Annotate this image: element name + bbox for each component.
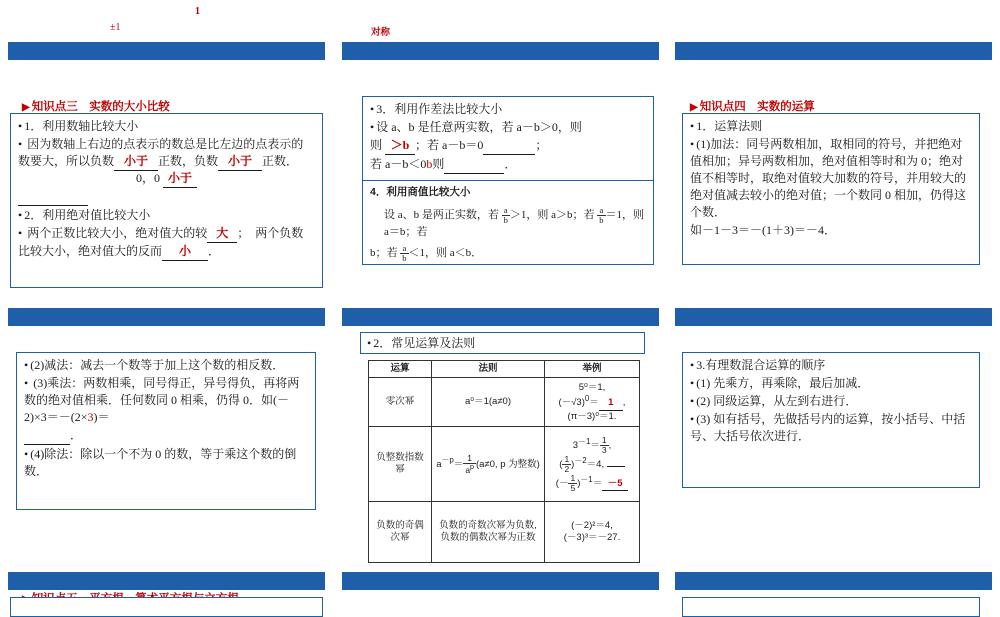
slide2-panel-top: [362, 96, 654, 181]
slide1-underline-row: [18, 188, 315, 206]
row2-rule: $a^{-p}=$ $\frac{1}{a^p}$ (a≠0, p 为整数): [432, 427, 545, 502]
slide1-blank5: 小: [162, 243, 208, 261]
table-header-row: [369, 361, 640, 378]
slide4-line2: • (3)乘法：两数相乘，同号得正，异号得负，再将两数的绝对值相乘．任何数同 0 相乘，仍得 0．如(－2)×3＝－(2×3)＝: [24, 375, 308, 426]
slide4-line3: • (4)除法：除以一个不为 0 的数，等于乘这个数的倒数．: [24, 446, 308, 480]
slide2-frac-2: $\frac{a}{b}$: [599, 204, 604, 225]
triangle-bullet-icon-2: ▶: [690, 102, 698, 113]
slide9-panel: [682, 597, 980, 617]
slide-bar-row3-col3: [675, 572, 992, 590]
row3-example: (－2)²＝4, (－3)³＝－27.: [545, 502, 640, 563]
slide6-line2: • (1) 先乘方，再乘除，最后加减．: [690, 375, 972, 392]
slide1-blank4: 大: [207, 225, 237, 243]
top-fragment-col2-word: 对称: [371, 27, 391, 38]
slide6-panel: [682, 352, 980, 488]
slide1-body-panel: [10, 113, 323, 288]
slide2-frac-1: $\frac{a}{b}$: [503, 204, 508, 225]
row1-example-blank: 1: [599, 397, 623, 410]
row2-frac: $\frac{1}{a^p}$: [465, 453, 474, 475]
slide1-blank3: 小于: [218, 153, 262, 171]
table-header-rule: 法则: [432, 361, 545, 378]
slide2-body-cont: b；若 $\frac{a}{b}$ ＜1，则 a＜b．: [370, 243, 483, 264]
slide1-blank2: 小于: [163, 170, 197, 188]
table-header-op: 运算: [369, 361, 432, 378]
slide-bar-row2-col1: [8, 308, 325, 326]
row3-op: 负数的奇偶次幂: [369, 502, 432, 563]
slide6-line3: • (2) 同级运算，从左到右进行．: [690, 393, 972, 410]
table-row: [369, 427, 640, 502]
row2-example-blank2: －5: [602, 478, 628, 491]
row1-rule: a⁰＝1(a≠0): [432, 378, 545, 427]
slide7-panel: [10, 597, 323, 617]
slide-bar-row1-col1: [8, 42, 325, 60]
row2-example: $3^{-1}=$ $\frac{1}{3}$ , ( $\frac{1}{2}$ )$^{-2}$＝4, (－ $\frac{1}{5}$ )$^{-1}$＝ －5: [545, 427, 640, 502]
slide4-blank-row: ．: [24, 427, 308, 445]
slide5-table-wrap: [368, 360, 640, 563]
slide3-heading: ▶ 知识点四 实数的运算: [690, 101, 815, 113]
row1-example: 5⁰＝1, $(-√3)^0= 1$ , (π－3)⁰＝1.: [545, 378, 640, 427]
row2-example-blank: [607, 466, 625, 467]
slide2-line3: 则 ＞b ；若 a－b＝0 ；: [370, 137, 646, 155]
slide6-line4: • (3) 如有括号，先做括号内的运算，按小括号、中括号、大括号依次进行．: [690, 411, 972, 445]
slide1-heading: ▶ 知识点三 实数的大小比较: [22, 101, 170, 113]
slide3-line1: • 1．运算法则: [690, 118, 972, 135]
slide-bar-row1-col3: [675, 42, 992, 60]
table-row: [369, 502, 640, 563]
slide1-blank1: 小于: [114, 153, 158, 171]
slide5-title-panel: [360, 332, 645, 354]
top-fragment-col1-pm: ±1: [110, 22, 121, 33]
slide1-zero-row: 0，0 小于: [18, 170, 315, 188]
operations-table: [368, 360, 640, 563]
slide2-blank1: ＞b: [385, 137, 415, 155]
slide4-panel: [16, 352, 316, 510]
slide1-line1: • 1．利用数轴比较大小: [18, 118, 315, 135]
row3-rule: 负数的奇数次幂为负数, 负数的偶数次幂为正数: [432, 502, 545, 563]
slide2-panel-bottom: [362, 181, 654, 265]
slide1-line2: • 因为数轴上右边的点表示的数总是比左边的点表示的数要大，所以负数 小于 正数，负数 小于 正数．: [18, 136, 315, 171]
slide1-line3: • 2．利用绝对值比较大小: [18, 207, 315, 224]
table-header-example: 举例: [545, 361, 640, 378]
column-separator-1: [333, 0, 334, 600]
slide1-line4: • 两个正数比较大小，绝对值大的较 大 ； 两个负数比较大小，绝对值大的反而 小 ．: [18, 225, 315, 261]
slide3-line3: 如－1－3＝－(1＋3)＝－4．: [690, 223, 836, 238]
slide-bar-row2-col2: [342, 308, 659, 326]
slide-bar-row3-col1: [8, 572, 325, 590]
slide2-line2: • 设 a、b 是任意两实数，若 a－b＞0，则: [370, 119, 646, 136]
row1-op: 零次幂: [369, 378, 432, 427]
slide2-line1: • 3．利用作差法比较大小: [370, 101, 646, 118]
slide-bar-row1-col2: [342, 42, 659, 60]
slide4-line1: • (2)减法：减去一个数等于加上这个数的相反数．: [24, 357, 308, 374]
table-row: [369, 378, 640, 427]
slide2-frac-3: $\frac{a}{b}$: [402, 243, 407, 264]
slide5-title: • 2．常见运算及法则: [367, 335, 638, 352]
row2-op: 负整数指数幂: [369, 427, 432, 502]
slide3-line2: • (1)加法：同号两数相加，取相同的符号，并把绝对值相加；异号两数相加，绝对值相等时和为 0；绝对值不相等时，取绝对值较大加数的符号，并用较大的绝对值减去较小的绝对值；一个数同 0 相加，仍得这个数．: [690, 136, 972, 221]
slide-bar-row3-col2: [342, 572, 659, 590]
slide-bar-row2-col3: [675, 308, 992, 326]
column-separator-2: [666, 0, 667, 600]
triangle-bullet-icon: ▶: [22, 102, 30, 113]
top-fragment-col1-number: 1: [195, 6, 200, 17]
slide2-subtitle: 4．利用商值比较大小: [370, 186, 471, 198]
slide2-body: 设 a、b 是两正实数，若 $\frac{a}{b}$ ＞1，则 a＞b；若 $\frac{a}{b}$ ＝1，则 a＝b；若: [384, 204, 645, 238]
slide6-line1: • 3.有理数混合运算的顺序: [690, 357, 972, 374]
slide2-line4: 若 a－b＜0b则 ．: [370, 156, 646, 174]
slide3-body-panel: [682, 113, 980, 265]
